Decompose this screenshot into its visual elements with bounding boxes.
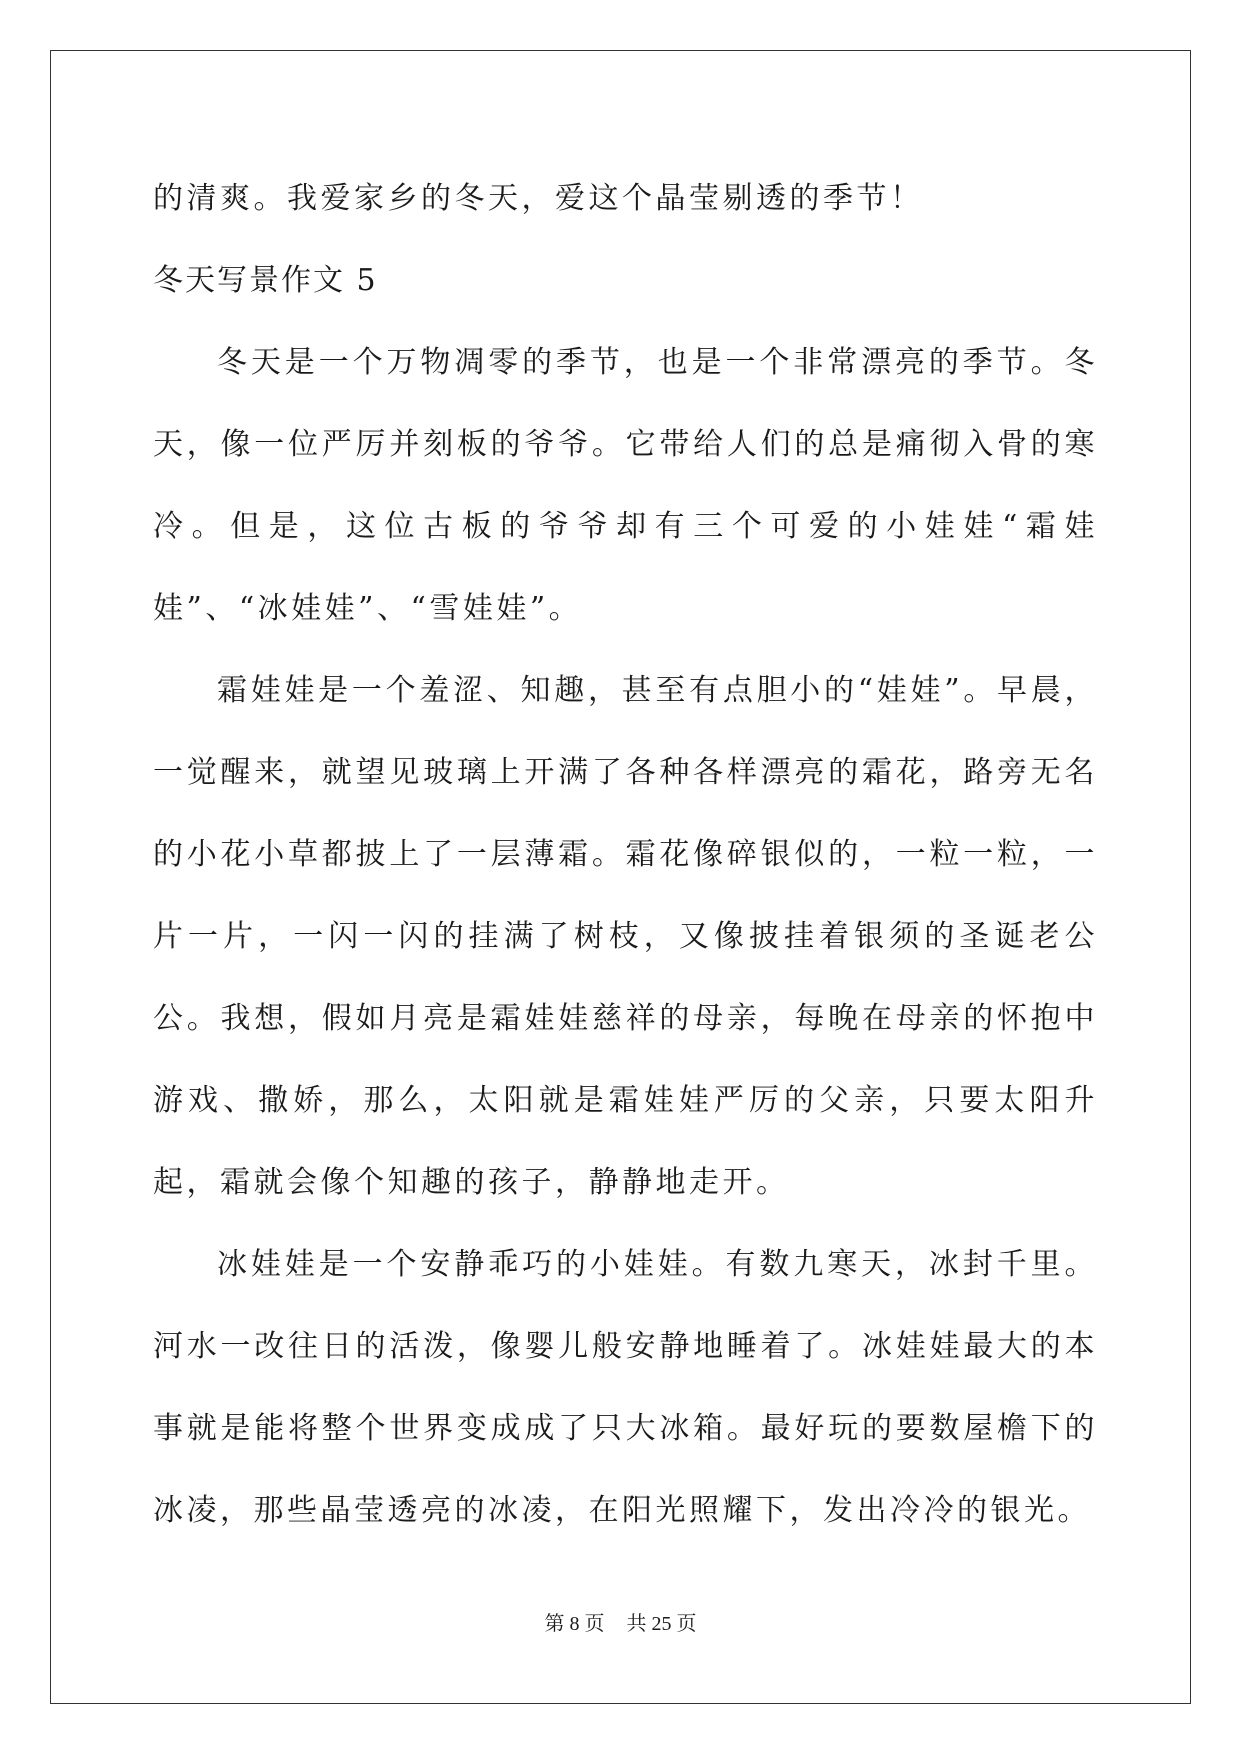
paragraph: 冰娃娃是一个安静乖巧的小娃娃。有数九寒天，冰封千里。河水一改往日的活泼，像婴儿般安静地睡着了。冰娃娃最大的本事就是能将整个世界变成成了只大冰箱。最好玩的要数屋檐下的冰凌，那些晶莹透亮的冰凌，在阳光照耀下，发出冷冷的银光。 [153, 1247, 1098, 1528]
page-footer [0, 1612, 1241, 1636]
paragraph: 冬天是一个万物凋零的季节，也是一个非常漂亮的季节。冬天，像一位严厉并刻板的爷爷。它带给人们的总是痛彻入骨的寒冷。但是，这位古板的爷爷却有三个可爱的小娃娃“霜娃娃”、“冰娃娃”、“雪娃娃”。 [153, 345, 1098, 626]
paragraph: 霜娃娃是一个羞涩、知趣，甚至有点胆小的“娃娃”。早晨，一觉醒来，就望见玻璃上开满了各种各样漂亮的霜花，路旁无名的小花小草都披上了一层薄霜。霜花像碎银似的，一粒一粒，一片一片，一闪一闪的挂满了树枝，又像披挂着银须的圣诞老公公。我想，假如月亮是霜娃娃慈祥的母亲，每晚在母亲的怀抱中游戏、撒娇，那么，太阳就是霜娃娃严厉的父亲，只要太阳升起，霜就会像个知趣的孩子，静静地走开。 [153, 673, 1098, 1200]
paragraph-continuation: 的清爽。我爱家乡的冬天，爱这个晶莹剔透的季节！ [153, 181, 924, 216]
section-heading: 冬天写景作文 5 [153, 263, 378, 298]
page-number: 第 8 页 [544, 1613, 605, 1635]
page-total: 共 25 页 [626, 1613, 697, 1635]
document-body [153, 158, 1098, 1552]
